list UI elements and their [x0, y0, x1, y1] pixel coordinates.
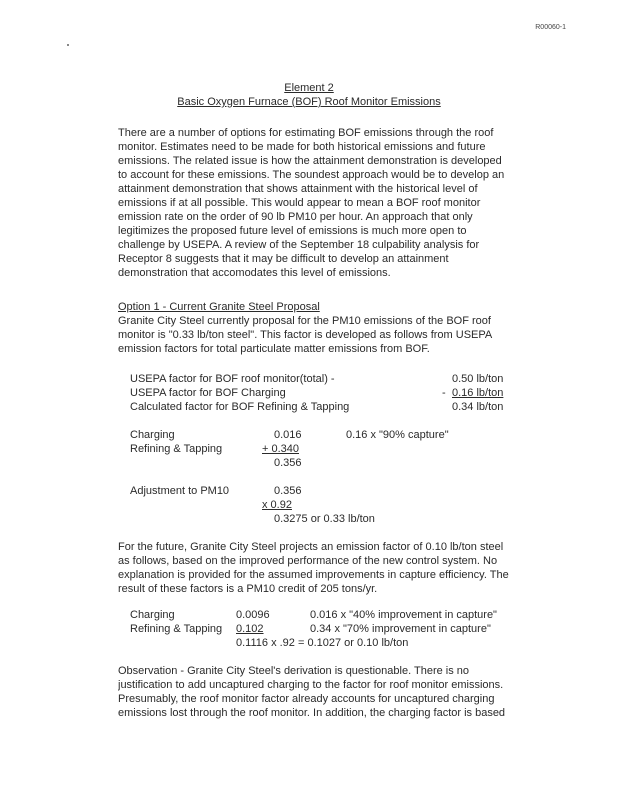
- calc-label: Adjustment to PM10: [130, 485, 230, 497]
- text-line: emission factors for total particulate matter emissions from BOF.: [118, 343, 430, 355]
- text-line: explanation is provided for the assumed improvements in capture efficiency. The: [118, 569, 509, 581]
- calc-label: Charging: [130, 609, 175, 621]
- calc-note: 0.016 x "40% improvement in capture": [310, 609, 497, 621]
- calc-value: x 0.92: [262, 499, 292, 511]
- observation-paragraph: [118, 664, 516, 720]
- factor-value: 0.16 lb/ton: [452, 387, 504, 399]
- intro-paragraph: [118, 126, 516, 280]
- factor-label: USEPA factor for BOF roof monitor(total) -: [130, 373, 335, 385]
- text-line: monitor. Estimates need to be made for both historical emissions and future: [118, 141, 486, 153]
- option1-paragraph: [118, 300, 516, 356]
- text-line: There are a number of options for estimating BOF emissions through the roof: [118, 127, 494, 139]
- calc-result: 0.3275 or 0.33 lb/ton: [274, 513, 375, 525]
- text-line: attainment demonstration that shows attainment with the historical level of: [118, 183, 478, 195]
- calc-result: 0.1116 x .92 = 0.1027 or 0.10 lb/ton: [236, 637, 409, 649]
- calc-value: 0.102: [236, 623, 264, 635]
- text-line: Observation - Granite City Steel's derivation is questionable. There is no: [118, 665, 470, 677]
- section-title: Basic Oxygen Furnace (BOF) Roof Monitor Emissions: [177, 96, 441, 108]
- calc-label: Refining & Tapping: [130, 443, 223, 455]
- text-line: justification to add uncaptured charging to the factor for roof monitor emissions.: [118, 679, 504, 691]
- factor-label: USEPA factor for BOF Charging: [130, 387, 286, 399]
- text-line: demonstration that accomodates this level of emissions.: [118, 267, 391, 279]
- text-line: monitor is "0.33 lb/ton steel". This factor is developed as follows from USEPA: [118, 329, 493, 341]
- text-line: emissions lost through the roof monitor. In addition, the charging factor is based: [118, 707, 506, 719]
- text-line: For the future, Granite City Steel projects an emission factor of 0.10 lb/ton steel: [118, 541, 504, 553]
- calc-note: 0.34 x "70% improvement in capture": [310, 623, 491, 635]
- factor-value: 0.34 lb/ton: [452, 401, 504, 413]
- factor-value: 0.50 lb/ton: [452, 373, 504, 385]
- text-line: as follows, based on the improved performance of the new control system. No: [118, 555, 498, 567]
- calc-label: Charging: [130, 429, 175, 441]
- text-line: Granite City Steel currently proposal for the PM10 emissions of the BOF roof: [118, 315, 491, 327]
- calc-value: + 0.340: [262, 443, 300, 455]
- text-line: legitimizes the proposed future level of emissions is much more open to: [118, 225, 467, 237]
- calc-value: 0.356: [274, 485, 302, 497]
- element-heading: Element 2: [284, 82, 334, 94]
- calc-label: Refining & Tapping: [130, 623, 223, 635]
- text-line: emissions. The related issue is how the attainment demonstration is developed: [118, 155, 502, 167]
- text-line: to account for these emissions. The soundest approach would be to develop an: [118, 169, 505, 181]
- future-paragraph: [118, 540, 516, 596]
- text-line: emissions if at all possible. This would appear to mean a BOF roof monitor: [118, 197, 481, 209]
- text-line: Receptor 8 suggests that it may be difficult to develop an attainment: [118, 253, 449, 265]
- text-line: challenge by USEPA. A review of the September 18 culpability analysis for: [118, 239, 480, 251]
- calc-value: 0.016: [274, 429, 302, 441]
- factor-label: Calculated factor for BOF Refining & Tapping: [130, 401, 350, 413]
- option1-heading: Option 1 - Current Granite Steel Proposal: [118, 301, 320, 313]
- calc-sum: 0.356: [274, 457, 302, 469]
- text-line: result of these factors is a PM10 credit of 205 tons/yr.: [118, 583, 378, 595]
- factor-prefix: -: [442, 387, 446, 399]
- document-id: R00060-1: [535, 24, 566, 31]
- calc-value: 0.0096: [236, 609, 270, 621]
- text-line: Presumably, the roof monitor factor already accounts for uncaptured charging: [118, 693, 495, 705]
- text-line: emission rate on the order of 90 lb PM10 per hour. An approach that only: [118, 211, 473, 223]
- calc-note: 0.16 x "90% capture": [346, 429, 449, 441]
- scan-speck: [67, 44, 69, 46]
